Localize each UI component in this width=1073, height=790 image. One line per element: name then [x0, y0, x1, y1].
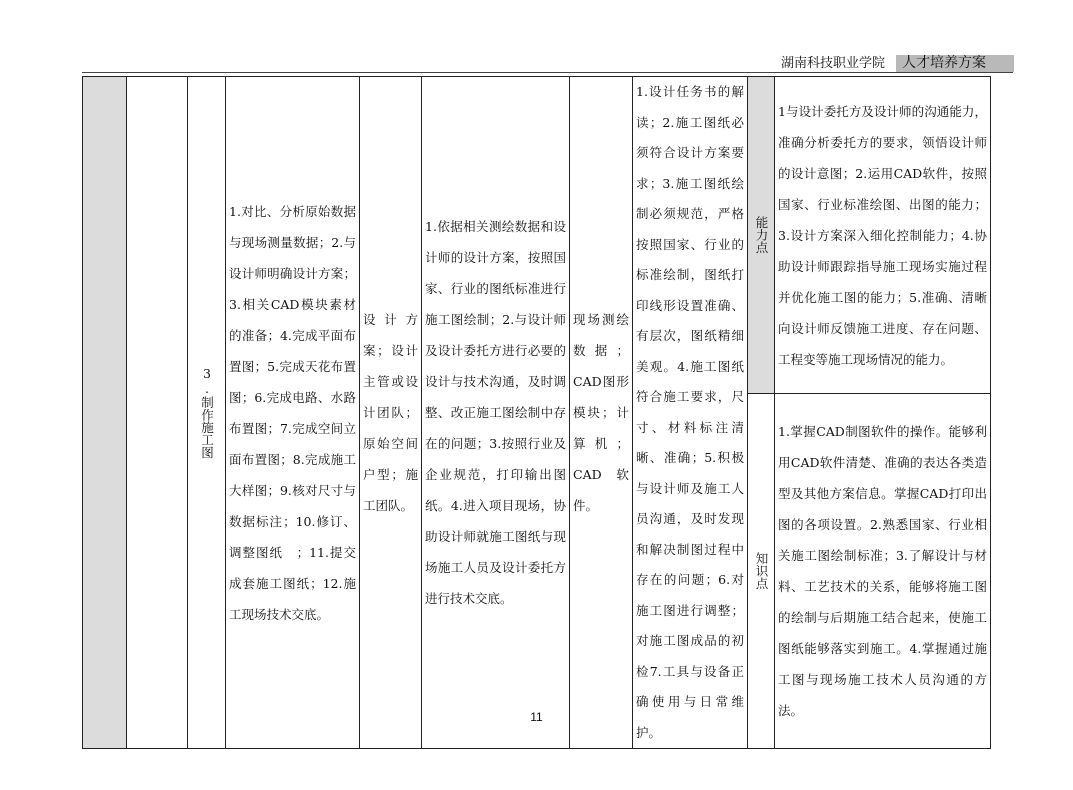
ability-label: 能力点 [754, 216, 769, 254]
tools-cell [570, 77, 633, 749]
knowledge-label: 知识点 [754, 552, 769, 590]
requirements-cell [633, 77, 748, 749]
school-name: 湖南科技职业学院 [781, 56, 886, 71]
task-name: 3.制作施工图 [199, 366, 215, 459]
work-objects-text: 设计方案；设计主管或设计团队；原始空间户型；施工团队。 [363, 312, 418, 513]
ability-text: 1与设计委托方及设计师的沟通能力，准确分析委托方的要求，领悟设计师的设计意图；2.运用CAD软件，按照国家、行业标准绘图、出图的能力；3.设计方案深入细化控制能力；4.协助设计师跟踪指导施工现场实施过程并优化施工图的能力；5.准确、清晰向设计师反馈施工进度、存在问题、工程变等施工现场情况的能力。 [778, 103, 987, 367]
curriculum-table [82, 76, 991, 749]
page-number: 11 [530, 710, 543, 724]
shaded-column-cell [83, 77, 127, 749]
work-method-text: 1.依据相关测绘数据和设计师的设计方案，按照国家、行业的图纸标准进行施工图绘制；2.与设计师及设计委托方进行必要的设计与技术沟通，及时调整、改正施工图绘制中存在的问题；3.按照行业及企业规范，打印输出图纸。4.进入项目现场，协助设计师就施工图纸与现场施工人员及设计委托方进行技术交底。 [425, 219, 566, 606]
requirements-text: 1.设计任务书的解读；2.施工图纸必须符合设计方案要求；3.施工图纸绘制必须规范，严格按照国家、行业的标准绘制，图纸打印线形设置准确、有层次，图纸精细美观。4.施工图纸符合施工要求，尺寸、材料标注清晰、准确；5.积极与设计师及施工人员沟通，及时发现和解决制图过程中存在的问题；6.对施工图进行调整；对施工图成品的初检7.工具与设备正确使用与日常维护。 [636, 84, 744, 740]
knowledge-label-cell [748, 394, 775, 749]
page-header [777, 55, 1013, 72]
work-method-cell [422, 77, 570, 749]
knowledge-text: 1.掌握CAD制图软件的操作。能够利用CAD软件清楚、准确的表达各类造型及其他方案信息。掌握CAD打印出图的各项设置。2.熟悉国家、行业相关施工图绘制标准；3.了解设计与材料、工艺技术的关系，能够将施工图的绘制与后期施工结合起来，使施工图纸能够落实到施工。4.掌握通过施工图与现场施工技术人员沟通的方法。 [778, 424, 987, 719]
ability-label-cell [748, 77, 775, 394]
tools-text: 现场测绘数据；CAD图形模块；计算机；CAD软件。 [573, 312, 629, 513]
document-title: 人才培养方案 [896, 55, 1014, 72]
work-content-text: 1.对比、分析原始数据与现场测量数据；2.与设计师明确设计方案；3.相关CAD模块素材的准备；4.完成平面布置图；5.完成天花布置图；6.完成电路、水路布置图；7.完成空间立面布置图；8.完成施工大样图；9.核对尺寸与数据标注；10.修订、调整图纸 ；11.提交成套施工图纸；12.施工现场技术交底。 [229, 203, 356, 622]
knowledge-text-cell [775, 394, 991, 749]
work-content-cell [226, 77, 360, 749]
ability-text-cell [775, 77, 991, 394]
header-rule [82, 72, 1013, 73]
work-objects-cell [360, 77, 422, 749]
empty-column-cell [127, 77, 188, 749]
task-name-cell [188, 77, 226, 749]
